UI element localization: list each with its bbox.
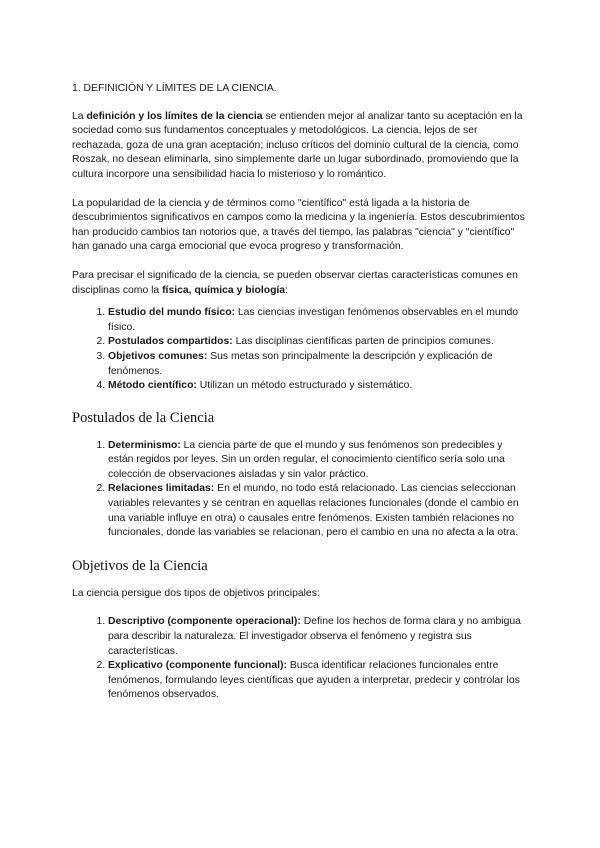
- document-page: [72, 82, 530, 717]
- list-item-bold: Determinismo:: [108, 439, 181, 451]
- paragraph-characteristics: [72, 269, 530, 298]
- list-item-bold: Estudio del mundo físico:: [108, 307, 235, 319]
- section-title: 1. DEFINICIÓN Y LÍMITES DE LA CIENCIA.: [72, 83, 277, 94]
- list-item-text: Las ciencias investigan fenómenos observables en el mundo físico.: [108, 307, 519, 333]
- list-item-text: Define los hechos de forma clara y no ambigua para describir la naturaleza. El investigador observa el fenómeno y registra sus características.: [108, 616, 521, 657]
- list-item-bold: Descriptivo (componente operacional):: [108, 616, 301, 628]
- paragraph-objetivos-intro: La ciencia persigue dos tipos de objetivos principales:: [72, 587, 320, 599]
- heading-objetivos: Objetivos de la Ciencia: [72, 557, 208, 574]
- paragraph-definition: [72, 110, 530, 183]
- paragraph-text: :: [285, 284, 288, 296]
- objetivos-list: [72, 615, 530, 703]
- list-item-text: La ciencia parte de que el mundo y sus fenómenos son predecibles y están regidos por leyes. Sin un orden regular, el conocimiento científico sería solo una colección de observaciones aisladas y sin valor práctico.: [108, 439, 505, 480]
- list-item: [108, 350, 530, 379]
- list-item-bold: Postulados compartidos:: [108, 336, 233, 348]
- list-item-text: Utilizan un método estructurado y sistemático.: [196, 380, 413, 392]
- list-item: [108, 482, 530, 540]
- paragraph-text: se entienden mejor al analizar tanto su aceptación en la sociedad como sus fundamentos conceptuales y metodológicos. La ciencia, lejos de ser rechazada, goza de una gran aceptación; incluso críticos del dominio cultural de la ciencia, como Roszak, no desean eliminarla, sino simplemente darle un lugar subordinado, promoviendo que la cultura incorpore una sensibilidad hacia lo misterioso y lo romántico.: [72, 110, 523, 180]
- paragraph-text: Para precisar el significado de la ciencia, se pueden observar ciertas características comunes en disciplinas como la: [72, 269, 518, 296]
- list-item-text: Sus metas son principalmente la descripción y explicación de fenómenos.: [108, 350, 493, 377]
- list-item-text: Busca identificar relaciones funcionales entre fenómenos, formulando leyes científicas que ayuden a interpretar, predecir y controlar los fenómenos observados.: [108, 660, 520, 701]
- list-item: [108, 379, 530, 394]
- list-item: [108, 615, 530, 659]
- list-item: [108, 335, 530, 350]
- paragraph-bold: física, química y biología: [162, 284, 286, 296]
- paragraph-bold: definición y los límites de la ciencia: [86, 110, 263, 122]
- list-item: [108, 306, 530, 335]
- list-item-bold: Explicativo (componente funcional):: [108, 660, 287, 672]
- characteristics-list: [72, 306, 530, 394]
- list-item-text: En el mundo, no todo está relacionado. Las ciencias seleccionan variables relevantes y se centran en aquellas relaciones funcionales (donde el cambio en una variable influye en otra) o causales entre fenómenos. Existen también relaciones no funcionales, donde las variables se relacionan, pero el cambio en una no afecta a la otra.: [108, 483, 519, 539]
- list-item-text: Las disciplinas científicas parten de principios comunes.: [232, 336, 494, 348]
- list-item: [108, 439, 530, 483]
- list-item-bold: Método científico:: [108, 380, 197, 392]
- list-item-bold: Objetivos comunes:: [108, 350, 208, 362]
- paragraph-popularity: La popularidad de la ciencia y de términos como "científico" está ligada a la historia de descubrimientos significativos en campos como la medicina y la ingeniería. Estos descubrimientos han producido cambios tan notorios que, a través del tiempo, las palabras "ciencia" y "científico" han ganado una carga emocional que evoca progreso y transformación.: [72, 197, 525, 253]
- list-item: [108, 659, 530, 703]
- list-item-bold: Relaciones limitadas:: [108, 483, 215, 495]
- postulados-list: [72, 439, 530, 541]
- heading-postulados: Postulados de la Ciencia: [72, 409, 215, 426]
- paragraph-text: La: [72, 110, 87, 122]
